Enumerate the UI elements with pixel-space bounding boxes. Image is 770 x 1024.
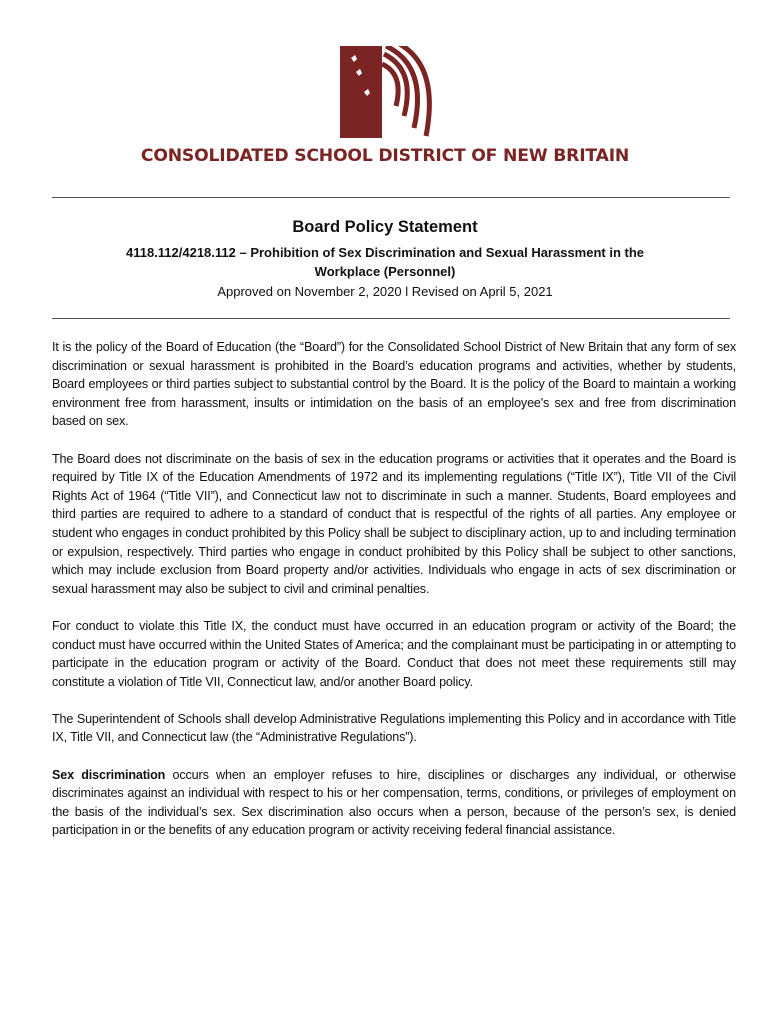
policy-paragraph-1: It is the policy of the Board of Education (the “Board”) for the Consolidated School District of New Britain that any form of sex discrimination or sexual harassment is prohibited in the Board’s education programs and activities, whether by students, Board employees or third parties subject to substantial control by the Board. It is the policy of the Board to maintain a working environment free from harassment, insults or intimidation on the basis of an employee's sex and free from discrimination based on sex. [52,340,736,429]
policy-title-line-2: Workplace (Personnel) [314,264,456,279]
school-district-logo [334,46,442,138]
statement-title: Board Policy Statement [292,218,478,236]
policy-paragraph-4: The Superintendent of Schools shall develop Administrative Regulations implementing this Policy and in accordance with Title IX, Title VII, and Connecticut law (the “Administrative Regulations”). [52,711,736,745]
header-divider-top [52,197,730,198]
approval-dates: Approved on November 2, 2020 l Revised on April 5, 2021 [217,284,553,299]
policy-title [0,243,770,281]
policy-paragraph-2: The Board does not discriminate on the basis of sex in the education programs or activities that it operates and the Board is required by Title IX of the Education Amendments of 1972 and its implementing regulations (“Title IX”), Title VII of the Civil Rights Act of 1964 (“Title VII”), and Connecticut law not to discriminate in such a manner. Students, Board employees and third parties are required to adhere to a standard of conduct that is respectful of the rights of all parties. Any employee or student who engages in conduct prohibited by this Policy shall be subject to disciplinary action, up to and including termination or expulsion, respectively. Third parties who engage in conduct prohibited by this Policy shall be subject to other sanctions, which may include exclusion from Board property and/or activities. Individuals who engage in acts of sex discrimination or sexual harassment may also be subject to civil and criminal penalties. [52,451,736,596]
policy-paragraph-3: For conduct to violate this Title IX, the conduct must have occurred in an education program or activity of the Board; the conduct must have occurred within the United States of America; and the complainant must be participating in or attempting to participate in the education program or activity of the Board. Conduct that does not meet these requirements still may constitute a violation of Title VII, Connecticut law, and/or another Board policy. [52,618,736,689]
policy-body [52,338,736,859]
sex-discrimination-definition: occurs when an employer refuses to hire, disciplines or discharges any individual, or otherwise discriminates against an individual with respect to his or her compensation, terms, conditions, or privileges of employment on the basis of the individual’s sex. Sex discrimination also occurs when a person, because of the person’s sex, is denied participation in or the benefits of any education program or activity receiving federal financial assistance. [52,767,737,838]
district-name: CONSOLIDATED SCHOOL DISTRICT OF NEW BRITAIN [140,146,630,166]
sex-discrimination-term: Sex discrimination [52,767,166,782]
policy-paragraph-5 [52,766,736,840]
logo-block [340,46,382,138]
logo-arc-1 [382,64,398,106]
policy-title-line-1: 4118.112/4218.112 – Prohibition of Sex Discrimination and Sexual Harassment in the [125,245,645,260]
header-divider-bottom [52,318,730,319]
